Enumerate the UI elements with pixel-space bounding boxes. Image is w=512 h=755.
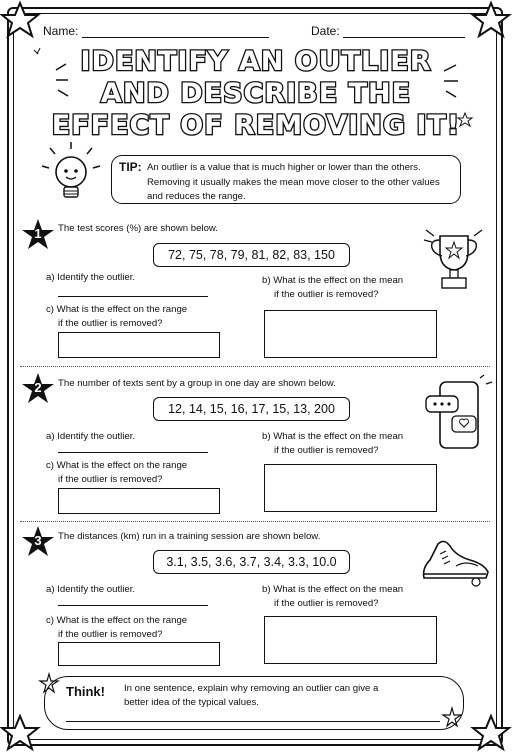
tip-text-line-1: An outlier is a value that is much higher or lower than the others. — [147, 162, 421, 173]
answer-box[interactable] — [58, 332, 220, 358]
part-c-line2: if the outlier is removed? — [58, 318, 163, 329]
title-line-1: IDENTIFY AN OUTLIER — [80, 46, 432, 77]
data-set: 72, 75, 78, 79, 81, 82, 83, 150 — [153, 243, 350, 267]
name-field[interactable] — [82, 37, 269, 38]
question-prompt: The number of texts sent by a group in one day are shown below. — [58, 378, 336, 389]
corner-star-icon — [0, 713, 42, 755]
question-number: 1 — [34, 226, 42, 241]
question-number: 3 — [34, 533, 42, 548]
answer-line[interactable] — [58, 452, 208, 453]
tip-label: TIP: — [119, 160, 142, 174]
part-a: a) Identify the outlier. — [46, 584, 136, 595]
think-answer-line[interactable] — [66, 721, 440, 722]
section-divider — [20, 366, 490, 367]
title-line-2: AND DESCRIBE THE — [100, 78, 412, 109]
title-line-3: EFFECT OF REMOVING IT! — [51, 110, 461, 141]
lightbulb-icon — [36, 140, 106, 210]
answer-box[interactable] — [264, 616, 437, 664]
corner-star-icon — [0, 0, 42, 42]
question-prompt: The test scores (%) are shown below. — [58, 223, 218, 234]
question-number: 2 — [34, 380, 42, 395]
think-prompt-line-2: better idea of the typical values. — [124, 697, 259, 708]
tip-text-line-3: and reduces the range. — [147, 191, 246, 202]
answer-box[interactable] — [264, 310, 437, 358]
think-prompt-line-1: In one sentence, explain why removing an outlier can give a — [124, 683, 379, 694]
part-c-line1: c) What is the effect on the range — [46, 304, 188, 315]
data-set: 12, 14, 15, 16, 17, 15, 13, 200 — [153, 397, 350, 421]
answer-line[interactable] — [58, 296, 208, 297]
data-set: 3.1, 3.5, 3.6, 3.7, 3.4, 3.3, 10.0 — [153, 550, 350, 574]
part-a: a) Identify the outlier. — [46, 431, 136, 442]
corner-star-icon — [470, 0, 512, 42]
part-b-line1: b) What is the effect on the mean — [262, 584, 404, 595]
part-c-line1: c) What is the effect on the range — [46, 615, 188, 626]
part-c-line2: if the outlier is removed? — [58, 629, 163, 640]
trophy-icon — [420, 224, 490, 296]
part-c-line1: c) What is the effect on the range — [46, 460, 188, 471]
tip-text-line-2: Removing it usually makes the mean move closer to the other values — [147, 177, 440, 188]
think-label: Think! — [66, 684, 105, 699]
sneaker-icon — [418, 530, 494, 590]
part-a: a) Identify the outlier. — [46, 272, 136, 283]
date-field[interactable] — [343, 37, 465, 38]
answer-box[interactable] — [58, 488, 220, 514]
part-b-line2: if the outlier is removed? — [274, 445, 379, 456]
date-label: Date: — [311, 24, 340, 38]
answer-line[interactable] — [58, 605, 208, 606]
section-divider — [20, 521, 490, 522]
part-c-line2: if the outlier is removed? — [58, 474, 163, 485]
name-label: Name: — [43, 24, 79, 38]
part-b-line1: b) What is the effect on the mean — [262, 431, 404, 442]
answer-box[interactable] — [264, 464, 437, 512]
corner-star-icon — [470, 713, 512, 755]
answer-box[interactable] — [58, 642, 220, 666]
phone-icon — [420, 374, 496, 454]
part-b-line2: if the outlier is removed? — [274, 598, 379, 609]
part-b-line1: b) What is the effect on the mean — [262, 275, 404, 286]
part-b-line2: if the outlier is removed? — [274, 289, 379, 300]
question-prompt: The distances (km) run in a training session are shown below. — [58, 531, 321, 542]
